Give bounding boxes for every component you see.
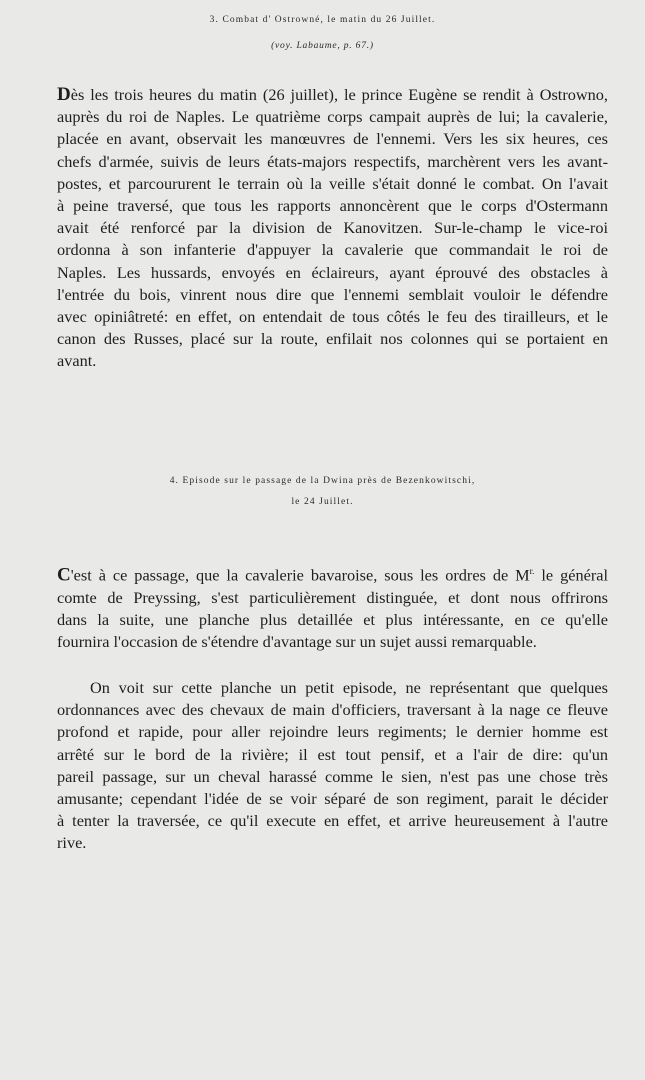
drop-cap: C [57, 564, 71, 586]
text-line: fournira l'occasion de s'étendre d'avantage sur un sujet aussi remarquable. [57, 632, 537, 652]
section-3-reference: (voy. Labaume, p. 67.) [271, 41, 374, 51]
section-4-paragraph-2 [57, 677, 608, 855]
section-4-subheading: le 24 Juillet. [291, 497, 354, 507]
text-line: rive. [57, 833, 87, 853]
section-4-paragraph-1 [57, 560, 608, 653]
text-line: avant. [57, 351, 97, 371]
text-line: dans la suite, une planche plus detaillée et plus intéressante, en ce qu'elle [57, 609, 608, 629]
text-line: avec opiniâtreté: en effet, on entendait de tous côtés le feu des tirailleurs, et le [57, 307, 608, 327]
text-line: pareil passage, sur un cheval harassé comme le sien, n'est pas une chose très [57, 766, 608, 786]
text-line: chefs d'armée, suivis de leurs états-majors respectifs, marchèrent vers les avant- [57, 151, 608, 171]
text-line: placée en avant, observait les manœuvres de l'ennemi. Vers les six heures, ces [57, 129, 608, 149]
drop-cap: D [57, 84, 71, 105]
text-line: canon des Russes, placé sur la route, enfilait nos colonnes qui se portaient en [57, 329, 608, 349]
text-line: à peine traversé, que tous les rapports annoncèrent que le corps d'Ostermann [57, 196, 608, 216]
text-line: auprès du roi de Naples. Le quatrième corps campait auprès de lui; la cavalerie, [57, 107, 608, 127]
section-4-heading: 4. Episode sur le passage de la Dwina près de Bezenkowitschi, [169, 476, 476, 486]
text-line: profond et rapide, pour aller rejoindre leurs regiments; le dernier homme est [57, 722, 608, 742]
text-line: avait été renforcé par la division de Kanovitzen. Sur-le-champ le vice-roi [57, 218, 608, 238]
superscript: r. [529, 566, 535, 576]
section-3-paragraph [57, 84, 608, 373]
text-span: le général [534, 565, 608, 585]
text-line: ordonnances avec des chevaux de main d'officiers, traversant à la nage ce fleuve [57, 700, 608, 720]
text-line: à tenter la traversée, ce qu'il execute en effet, et arrive heureusement à l'autre [57, 811, 608, 831]
text-line: postes, et parcoururent le terrain où la veille s'était donné le combat. On l'avait [57, 173, 608, 193]
text-line: l'entrée du bois, vinrent nous dire que l'ennemi semblait vouloir le défendre [57, 284, 608, 304]
text-line: amusante; cependant l'idée de se voir séparé de son regiment, parait le décider [57, 789, 608, 809]
text-line: On voit sur cette planche un petit episode, ne représentant que quelques [90, 678, 608, 697]
text-line: ordonna à son infanterie d'appuyer la cavalerie que commandait le roi de [57, 240, 608, 260]
text-line: comte de Preyssing, s'est particulièrement distinguée, et dont nous offrirons [57, 587, 608, 607]
text-line: Naples. Les hussards, envoyés en éclaireurs, ayant éprouvé des obstacles à [57, 262, 608, 282]
text-span: 'est à ce passage, que la cavalerie bavaroise, sous les ordres de M [70, 565, 530, 585]
text-span: ès les trois heures du matin (26 juillet), le prince Eugène se rendit à Ostrowno, [70, 85, 608, 104]
text-line [57, 560, 608, 587]
text-line [57, 84, 608, 106]
section-3-heading: 3. Combat d' Ostrowné, le matin du 26 Juillet. [209, 15, 436, 25]
text-line: arrêté sur le bord de la rivière; il est tout pensif, et a l'air de dire: qu'un [57, 744, 608, 764]
